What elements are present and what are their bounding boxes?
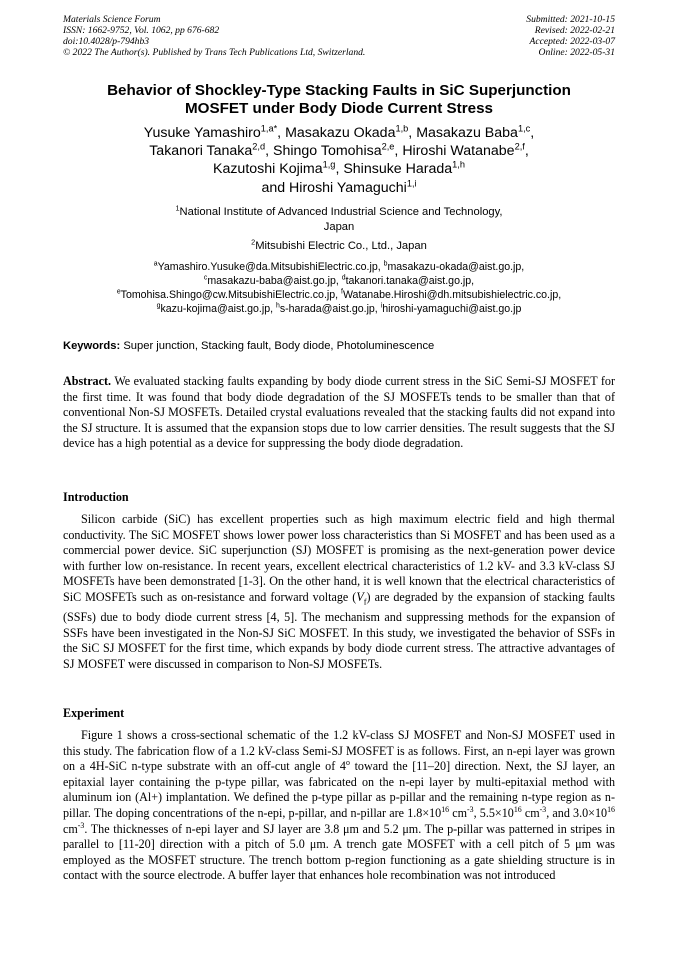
experiment-text: toward the [11–20] direction. Next, the SJ layer, an epitaxial layer containing the p-type pillar, was fabricated on the n-epi layer by multi-epitaxial method with aluminum ion (Al+) implantation. We defined the p-type pillar as p-pillar and the remaining n-type region as n-pillar. The doping concentrations of the n-epi, p-pillar, and n-pillar are 1.8×10	[63, 759, 616, 820]
email-address[interactable]: kazu-kojima@aist.go.jp,	[160, 303, 277, 315]
affiliation-2-line-1	[40, 239, 638, 254]
author-sup: 1,c	[517, 123, 531, 134]
experiment-heading: Experiment	[63, 706, 125, 720]
affiliation-1-line-1	[40, 205, 638, 220]
exponent: 16	[513, 804, 522, 814]
experiment-text: , 5.5×10	[473, 805, 514, 820]
author-line-2	[40, 142, 638, 160]
author-name: Masakazu Okada	[285, 125, 396, 141]
date-submitted: Submitted: 2021-10-15	[526, 14, 615, 25]
date-revised: Revised: 2022-02-21	[534, 25, 615, 36]
author-line-1	[40, 124, 638, 142]
introduction-heading: Introduction	[63, 490, 129, 504]
title-line-2: MOSFET under Body Diode Current Stress	[184, 100, 493, 117]
exponent: 16	[441, 804, 450, 814]
introduction-paragraph	[63, 512, 615, 672]
unit-exponent: -3	[539, 804, 547, 814]
publication-dates	[526, 14, 615, 58]
email-address[interactable]: hiroshi-yamaguchi@aist.go.jp	[382, 303, 522, 315]
author-name: Masakazu Baba	[416, 125, 518, 141]
author-sup: 2,f	[514, 141, 525, 152]
author-name: Hiroshi Watanabe	[402, 143, 515, 160]
introduction-text: Silicon carbide (SiC) has excellent properties such as high maximum electric field and high thermal conductivity. The SiC MOSFET shows lower power loss characteristics than Si MOSFET and has been used as a commercial power device. SiC superjunction (SJ) MOSFET is promising as the next-generation power device with further low on-resistance. In recent years, excellent electrical characteristics of 1.2 kV- and 3.3 kV-class SJ MOSFETs have been demonstrated [1-3]. On the other hand, it is well known that the electrical characteristics of SiC MOSFETs such as on-resistance and forward voltage (	[63, 512, 615, 604]
email-sup: c	[203, 274, 208, 282]
unit-exponent: -3	[77, 820, 85, 830]
affiliation-sup: 2	[251, 237, 256, 247]
experiment-text: . The thicknesses of n-epi layer and SJ layer are 3.8 μm and 5.2 μm. The p-pillar was patterned in stripes in parallel to [11-20] direction with a pitch of 5.0 μm. A trench gate MOSFET with a cell pitch of 5 μm was employed as the MOSFET structure. The trench bottom p-region functioning as a gate shielding structure is in contact with the source electrode. A buffer layer that enhances hole recombination was not introduced	[63, 821, 615, 883]
title-line-1: Behavior of Shockley-Type Stacking Faults in SiC Superjunction	[107, 82, 571, 99]
abstract	[63, 374, 615, 452]
journal-info	[63, 14, 365, 58]
introduction-text: ) are degraded by the expansion of stacking faults (SSFs) due to body diode current stress [4, 5]. The mechanism and suppressing methods for the expansion of SSFs have been investigated in the Non-SJ SiC MOSFET. In this study, we investigated the behavior of SSFs in the SiC SJ MOSFET for the first time, which expands by body diode current stress. The attractive advantages of SJ MOSFET were discussed in comparison to Non-SJ MOSFETs.	[63, 589, 615, 671]
author-name: and Hiroshi Yamaguchi	[261, 179, 407, 196]
affiliation-text: National Institute of Advanced Industrial Science and Technology,	[179, 206, 503, 218]
author-line-3	[40, 160, 638, 178]
email-line-4	[30, 302, 648, 316]
unit-exponent: -3	[467, 804, 474, 814]
author-sep: ,	[265, 143, 273, 160]
journal-copyright: © 2022 The Author(s). Published by Trans Tech Publications Ltd, Switzerland.	[63, 47, 366, 58]
email-sup: h	[276, 302, 280, 310]
email-address[interactable]: takanori.tanaka@aist.go.jp,	[345, 275, 475, 287]
degree-sup: o	[345, 758, 350, 768]
keywords-text: Super junction, Stacking fault, Body diode, Photoluminescence	[123, 340, 435, 352]
email-address[interactable]: s-harada@aist.go.jp,	[279, 303, 381, 315]
author-sup: 2,e	[381, 141, 395, 152]
email-line-3	[30, 288, 648, 302]
author-sup: 1,g	[322, 159, 336, 170]
email-sup: a	[153, 260, 158, 268]
email-address[interactable]: masakazu-baba@aist.go.jp,	[207, 275, 342, 287]
email-sup: f	[341, 288, 343, 296]
vf-symbol: V	[356, 589, 364, 604]
author-sup: 1,i	[406, 177, 417, 188]
author-sup: 1,b	[395, 123, 409, 134]
author-sep: ,	[277, 125, 286, 141]
experiment-text: Figure 1 shows a cross-sectional schematic of the 1.2 kV-class SJ MOSFET and Non-SJ MOSFET used in this study. The fabrication flow of a 1.2 kV-class Semi-SJ MOSFET is as follows. First, an n-epi layer was grown on a 4H-SiC n-type substrate with an off-cut angle of 4	[63, 728, 615, 774]
affiliation-1-line-2: Japan	[323, 221, 355, 233]
email-address[interactable]: masakazu-okada@aist.go.jp,	[387, 261, 525, 273]
email-line-1	[30, 260, 648, 274]
author-name: Yusuke Yamashiro	[143, 125, 261, 141]
email-address[interactable]: Tomohisa.Shingo@cw.MitsubishiElectric.co.jp,	[120, 289, 342, 301]
author-sup: 2,d	[252, 141, 266, 152]
email-sup: i	[380, 302, 383, 310]
unit: cm	[63, 821, 78, 836]
author-name: Shinsuke Harada	[343, 161, 453, 178]
email-sup: e	[116, 288, 121, 296]
affiliation-1	[40, 205, 638, 235]
email-sup: d	[341, 274, 346, 282]
author-name: Shingo Tomohisa	[273, 143, 382, 160]
abstract-text: We evaluated stacking faults expanding by body diode current stress in the SiC Semi-SJ MOSFET for the first time. It was found that body diode degradation of the SJ MOSFETs tends to be smaller than that of conventional Non-SJ MOSFETs. Detailed crystal evaluations revealed that the stacking faults did not expand into the SJ structure. It is assumed that the expansion stops due to low carrier densities. The result suggests that the SJ device has a high potential as a device for suppressing the body diode degradation.	[63, 374, 615, 451]
date-accepted: Accepted: 2022-03-07	[529, 36, 615, 47]
journal-name: Materials Science Forum	[63, 14, 161, 25]
author-list	[40, 124, 638, 197]
author-line-4	[40, 179, 638, 197]
author-sup: 1,a*	[260, 123, 278, 134]
experiment-paragraph	[63, 728, 615, 884]
affiliation-sup: 1	[175, 203, 180, 213]
affiliation-2	[40, 239, 638, 254]
email-sup: g	[156, 302, 161, 310]
author-sup: 1,h	[452, 159, 465, 170]
unit: cm	[521, 805, 540, 820]
unit: cm	[449, 805, 468, 820]
experiment-text: , and 3.0×10	[546, 805, 608, 820]
author-name: Kazutoshi Kojima	[212, 161, 323, 178]
author-sep: ,	[524, 143, 529, 160]
affiliation-text: Mitsubishi Electric Co., Ltd., Japan	[255, 240, 427, 252]
email-sup: b	[383, 260, 388, 268]
email-address[interactable]: Yamashiro.Yusuke@da.MitsubishiElectric.co.jp,	[157, 261, 384, 273]
vf-subscript: f	[363, 596, 367, 607]
email-list	[30, 260, 648, 316]
author-sep: ,	[335, 161, 344, 178]
author-sep: ,	[408, 125, 417, 141]
keywords	[63, 339, 615, 353]
author-sep: ,	[394, 143, 403, 160]
abstract-label: Abstract.	[63, 374, 112, 388]
exponent: 16	[607, 804, 615, 814]
paper-title	[40, 82, 638, 118]
journal-issn: ISSN: 1662-9752, Vol. 1062, pp 676-682	[63, 25, 220, 36]
keywords-label: Keywords:	[63, 340, 121, 352]
date-online: Online: 2022-05-31	[538, 47, 615, 58]
email-line-2	[30, 274, 648, 288]
journal-doi[interactable]: doi:10.4028/p-794hb3	[63, 36, 150, 47]
author-sep: ,	[530, 125, 535, 141]
author-name: Takanori Tanaka	[149, 143, 253, 160]
email-address[interactable]: Watanabe.Hiroshi@dh.mitsubishielectric.co.jp,	[342, 289, 562, 301]
